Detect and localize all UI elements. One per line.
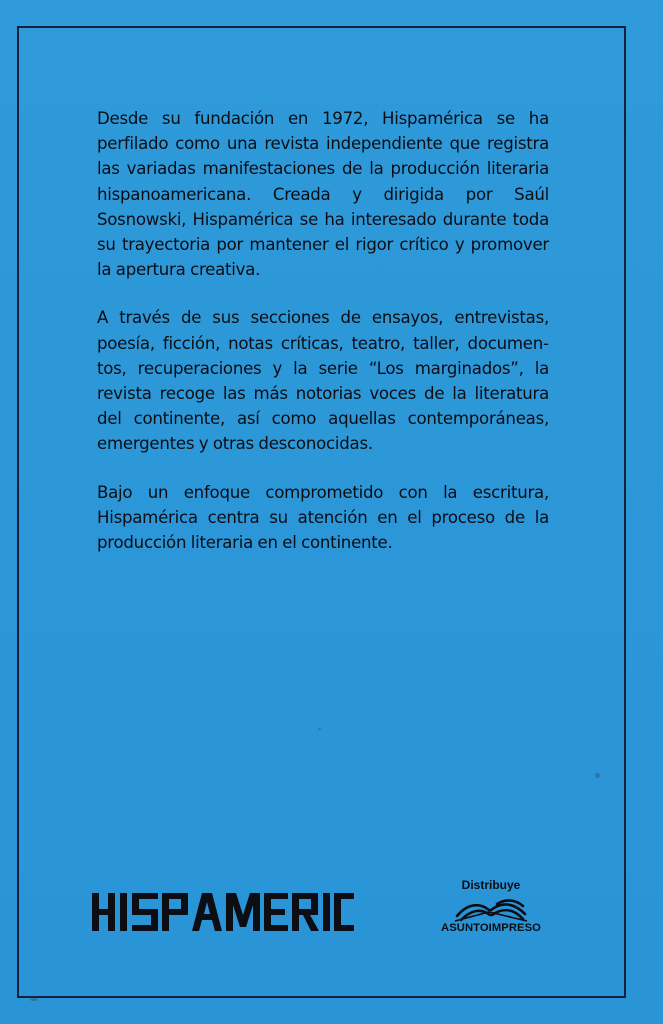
print-speck	[595, 773, 600, 778]
paragraph-1: Desde su fundación en 1972, Hispamérica se ha perfilado como una revista independiente que registra las variadas manifestaciones de la producción literaria hispanoamericana. Creada y dirigida por Saúl Sosnowski, Hispamérica se ha interesado durante toda su trayectoria por mantener el rigor crítico y promover la apertura creativa.	[97, 109, 549, 280]
paragraph-2: A través de sus secciones de ensayos, entrevistas, poesía, ficción, notas críticas, teatro, taller, documentos, recuperaciones y la serie “Los marginados”, la revista recoge las más notorias voces de la literatura del continente, así como aquellas contemporáneas, emergentes y otras desconocidas.	[97, 308, 549, 454]
distributor-name: ASUNTOIMPRESO	[441, 922, 541, 934]
description-text-block	[97, 106, 549, 578]
hispamerica-wordmark-logo	[92, 889, 360, 935]
distributor-block	[432, 878, 550, 934]
distributor-label: Distribuye	[461, 878, 521, 892]
print-speck	[30, 998, 38, 1001]
open-book-icon	[453, 894, 529, 922]
print-speck	[318, 728, 321, 730]
paragraph-3: Bajo un enfoque comprometido con la escritura, Hispamérica centra su atención en el proceso de la producción literaria en el continente.	[97, 482, 549, 553]
